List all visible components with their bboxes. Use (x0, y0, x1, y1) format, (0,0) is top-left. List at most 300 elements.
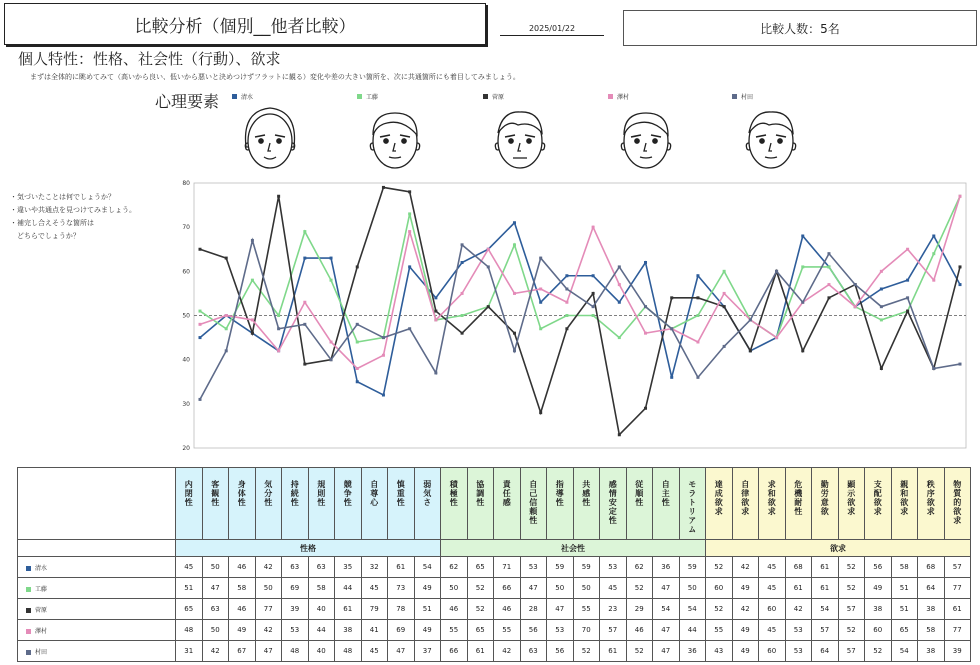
table-cell: 48 (282, 641, 309, 662)
data-point (356, 380, 359, 383)
y-tick-label: 30 (182, 400, 190, 408)
table-cell: 35 (335, 557, 362, 578)
table-cell: 47 (202, 578, 229, 599)
table-cell: 60 (759, 641, 786, 662)
column-header-label: 競争性 (343, 480, 353, 507)
avatar-face-icon (488, 103, 552, 175)
table-cell: 50 (679, 578, 706, 599)
data-point (644, 332, 647, 335)
table-cell: 65 (176, 599, 203, 620)
data-point (644, 261, 647, 264)
data-point (592, 226, 595, 229)
legend-item (357, 92, 378, 101)
row-name: 工藤 (35, 585, 48, 593)
column-header-label: 求和欲求 (767, 480, 777, 516)
table-cell: 61 (388, 557, 415, 578)
data-point (277, 314, 280, 317)
column-header-label: 慎重性 (396, 480, 406, 507)
y-tick-label: 20 (182, 445, 190, 450)
table-cell: 61 (812, 557, 839, 578)
data-point (827, 296, 830, 299)
prompt-list (10, 192, 136, 244)
column-header-label: 規則性 (316, 480, 326, 507)
column-header (812, 468, 839, 540)
column-header-label: 積極性 (449, 480, 459, 507)
table-cell: 57 (600, 620, 627, 641)
table-cell: 61 (335, 599, 362, 620)
data-point (592, 274, 595, 277)
table-cell: 61 (467, 641, 494, 662)
data-point (565, 327, 568, 330)
data-point (618, 336, 621, 339)
row-label (18, 620, 176, 641)
table-cell: 57 (812, 620, 839, 641)
data-point (461, 292, 464, 295)
data-point (199, 248, 202, 251)
header-blank (18, 468, 176, 540)
table-cell: 55 (573, 599, 600, 620)
table-cell: 38 (335, 620, 362, 641)
data-point (723, 345, 726, 348)
data-point (539, 301, 542, 304)
column-header (388, 468, 415, 540)
table-cell: 52 (838, 557, 865, 578)
table-cell: 52 (626, 578, 653, 599)
data-point (539, 288, 542, 291)
data-point (696, 314, 699, 317)
avatar-face-icon (739, 103, 803, 175)
data-point (827, 283, 830, 286)
table-cell: 42 (255, 620, 282, 641)
table-cell: 50 (441, 578, 468, 599)
data-point (487, 305, 490, 308)
table-cell: 59 (573, 557, 600, 578)
table-cell: 45 (759, 578, 786, 599)
table-cell: 46 (494, 599, 521, 620)
column-header (706, 468, 733, 540)
data-point (932, 279, 935, 282)
table-cell: 68 (785, 557, 812, 578)
data-point (696, 341, 699, 344)
column-header-label: 協調性 (475, 480, 485, 507)
row-name: 澤村 (35, 627, 48, 635)
table-cell: 49 (229, 620, 256, 641)
data-point (513, 243, 516, 246)
data-point (382, 354, 385, 357)
column-header (176, 468, 203, 540)
row-label (18, 599, 176, 620)
data-point (382, 394, 385, 397)
y-tick-label: 40 (182, 356, 190, 364)
y-tick-label: 50 (182, 312, 190, 320)
legend-item (608, 92, 629, 101)
column-header (547, 468, 574, 540)
data-point (513, 221, 516, 224)
table-cell: 50 (255, 578, 282, 599)
data-point (513, 332, 516, 335)
column-header (361, 468, 388, 540)
table-cell: 45 (361, 578, 388, 599)
table-cell: 61 (600, 641, 627, 662)
table-cell: 65 (891, 620, 918, 641)
data-point (434, 296, 437, 299)
data-point (434, 318, 437, 321)
y-tick-label: 80 (182, 180, 190, 187)
table-cell: 52 (626, 641, 653, 662)
table-cell: 39 (944, 641, 971, 662)
column-header (891, 468, 918, 540)
data-point (330, 279, 333, 282)
data-point (906, 279, 909, 282)
table-cell: 51 (891, 599, 918, 620)
data-point (959, 265, 962, 268)
data-point (723, 305, 726, 308)
table-cell: 45 (759, 620, 786, 641)
data-point (801, 235, 804, 238)
table-cell: 23 (600, 599, 627, 620)
data-point (565, 301, 568, 304)
data-point (592, 314, 595, 317)
row-name: 村田 (35, 648, 48, 656)
table-cell: 60 (759, 599, 786, 620)
table-cell: 64 (918, 578, 945, 599)
section-title: 心理要素 (155, 92, 220, 111)
table-cell: 63 (282, 557, 309, 578)
table-cell: 58 (229, 578, 256, 599)
data-point (199, 310, 202, 313)
data-point (277, 195, 280, 198)
data-point (225, 314, 228, 317)
table-cell: 52 (865, 641, 892, 662)
row-swatch (26, 650, 31, 655)
column-header (626, 468, 653, 540)
table-cell: 49 (732, 620, 759, 641)
column-header-label: 危機耐性 (793, 480, 803, 516)
table-cell: 52 (706, 557, 733, 578)
data-point (382, 186, 385, 189)
data-point (618, 301, 621, 304)
data-point (959, 195, 962, 198)
data-point (434, 310, 437, 313)
data-point (461, 332, 464, 335)
data-point (801, 349, 804, 352)
group-label-sociality: 社会性 (441, 540, 706, 557)
data-point (854, 305, 857, 308)
score-table (17, 467, 971, 662)
data-point (303, 301, 306, 304)
data-point (539, 327, 542, 330)
row-swatch (26, 629, 31, 634)
legend-swatch (608, 94, 613, 99)
data-point (880, 305, 883, 308)
table-cell: 68 (918, 557, 945, 578)
data-point (906, 310, 909, 313)
table-cell: 47 (388, 641, 415, 662)
table-cell: 53 (785, 620, 812, 641)
table-cell: 42 (255, 557, 282, 578)
data-point (618, 433, 621, 436)
table-cell: 54 (653, 599, 680, 620)
column-header (229, 468, 256, 540)
data-point (408, 212, 411, 215)
data-point (801, 301, 804, 304)
column-header (679, 468, 706, 540)
table-cell: 47 (547, 599, 574, 620)
table-cell: 45 (759, 557, 786, 578)
table-cell: 49 (732, 578, 759, 599)
table-cell: 55 (441, 620, 468, 641)
y-tick-label: 60 (182, 268, 190, 276)
instruction-note: まずは全体的に眺めてみて（高いから良い、低いから悪いと決めつけずフラットに観る）変化や差の大きい箇所を、次に共通箇所にも着目してみましょう。 (30, 73, 520, 81)
line-chart (180, 178, 970, 450)
table-row (18, 557, 971, 578)
table-cell: 46 (626, 620, 653, 641)
table-cell: 38 (918, 641, 945, 662)
table-cell: 42 (732, 557, 759, 578)
legend-swatch (232, 94, 237, 99)
data-point (906, 248, 909, 251)
data-point (696, 274, 699, 277)
table-cell: 47 (653, 578, 680, 599)
table-cell: 46 (229, 557, 256, 578)
table-cell: 44 (679, 620, 706, 641)
prompt-item: ・違いや共通点を見つけてみましょう。 (10, 206, 136, 214)
table-cell: 42 (494, 641, 521, 662)
data-point (251, 239, 254, 242)
table-cell: 56 (520, 620, 547, 641)
group-label-desire: 欲求 (706, 540, 971, 557)
group-label-personality: 性格 (176, 540, 441, 557)
data-point (330, 358, 333, 361)
data-point (539, 257, 542, 260)
column-header (918, 468, 945, 540)
data-point (565, 274, 568, 277)
table-cell: 67 (229, 641, 256, 662)
data-point (565, 314, 568, 317)
data-point (199, 323, 202, 326)
data-point (880, 318, 883, 321)
data-point (670, 296, 673, 299)
table-cell: 49 (414, 578, 441, 599)
table-row (18, 620, 971, 641)
table-cell: 66 (494, 578, 521, 599)
table-cell: 45 (176, 557, 203, 578)
column-header-label: 自律欲求 (740, 480, 750, 516)
data-point (827, 252, 830, 255)
table-cell: 52 (838, 578, 865, 599)
table-cell: 54 (679, 599, 706, 620)
table-cell: 77 (255, 599, 282, 620)
table-cell: 61 (944, 599, 971, 620)
data-point (330, 341, 333, 344)
comparison-count: 比較人数：5名 (623, 10, 977, 46)
data-point (382, 336, 385, 339)
table-cell: 56 (547, 641, 574, 662)
page-title: 比較分析（個別__他者比較） (4, 3, 486, 45)
data-point (356, 367, 359, 370)
data-point (644, 407, 647, 410)
column-header-label: モラトリアム (687, 480, 697, 534)
data-point (303, 363, 306, 366)
table-cell: 63 (520, 641, 547, 662)
data-point (225, 327, 228, 330)
table-cell: 63 (308, 557, 335, 578)
legend-swatch (357, 94, 362, 99)
data-point (801, 265, 804, 268)
data-point (880, 288, 883, 291)
table-cell: 50 (573, 578, 600, 599)
column-header-label: 勤労意欲 (820, 480, 830, 516)
data-point (592, 305, 595, 308)
avatar-face-icon (614, 103, 678, 175)
table-cell: 54 (891, 641, 918, 662)
table-cell: 53 (282, 620, 309, 641)
data-point (959, 283, 962, 286)
data-point (749, 318, 752, 321)
table-cell: 69 (388, 620, 415, 641)
table-cell: 54 (812, 599, 839, 620)
column-header (494, 468, 521, 540)
table-cell: 31 (176, 641, 203, 662)
row-label (18, 557, 176, 578)
column-header (653, 468, 680, 540)
table-cell: 55 (494, 620, 521, 641)
table-cell: 46 (441, 599, 468, 620)
column-header-label: 身体性 (237, 480, 247, 507)
data-point (303, 257, 306, 260)
legend-swatch (483, 94, 488, 99)
table-cell: 53 (600, 557, 627, 578)
table-cell: 50 (202, 557, 229, 578)
table-cell: 56 (865, 557, 892, 578)
data-point (749, 349, 752, 352)
data-point (487, 265, 490, 268)
data-point (592, 292, 595, 295)
table-cell: 49 (865, 578, 892, 599)
table-cell: 40 (308, 641, 335, 662)
data-point (303, 230, 306, 233)
column-header (520, 468, 547, 540)
data-point (408, 327, 411, 330)
column-header-label: 客観性 (210, 480, 220, 507)
column-header-label: 従順性 (634, 480, 644, 507)
data-point (880, 367, 883, 370)
column-header-label: 顕示欲求 (846, 480, 856, 516)
table-cell: 59 (547, 557, 574, 578)
table-cell: 65 (467, 557, 494, 578)
table-cell: 52 (573, 641, 600, 662)
table-cell: 44 (308, 620, 335, 641)
column-header (308, 468, 335, 540)
table-cell: 47 (653, 620, 680, 641)
table-cell: 77 (944, 578, 971, 599)
table-cell: 37 (414, 641, 441, 662)
table-row (18, 599, 971, 620)
data-point (199, 398, 202, 401)
table-cell: 55 (706, 620, 733, 641)
data-point (513, 349, 516, 352)
data-point (251, 279, 254, 282)
table-cell: 53 (785, 641, 812, 662)
table-cell: 52 (838, 620, 865, 641)
column-header (785, 468, 812, 540)
column-header (600, 468, 627, 540)
data-point (356, 341, 359, 344)
row-name: 清水 (35, 564, 48, 572)
column-header (414, 468, 441, 540)
data-point (461, 314, 464, 317)
data-point (723, 270, 726, 273)
legend-item (232, 92, 253, 101)
table-cell: 49 (732, 641, 759, 662)
data-point (513, 292, 516, 295)
data-point (199, 336, 202, 339)
table-cell: 36 (653, 557, 680, 578)
column-header-label: 支配欲求 (873, 480, 883, 516)
data-point (618, 283, 621, 286)
avatar-face-icon (238, 103, 302, 175)
table-cell: 42 (202, 641, 229, 662)
prompt-item: どちらでしょうか？ (10, 232, 80, 240)
table-row (18, 578, 971, 599)
data-point (565, 288, 568, 291)
table-cell: 57 (944, 557, 971, 578)
table-cell: 50 (202, 620, 229, 641)
group-blank (18, 540, 176, 557)
table-cell: 79 (361, 599, 388, 620)
table-cell: 58 (918, 620, 945, 641)
table-cell: 50 (547, 578, 574, 599)
data-point (932, 367, 935, 370)
table-cell: 73 (388, 578, 415, 599)
legend-label: 菅原 (492, 94, 505, 101)
table-cell: 45 (600, 578, 627, 599)
column-header (335, 468, 362, 540)
legend-swatch (732, 94, 737, 99)
column-header (573, 468, 600, 540)
table-cell: 42 (732, 599, 759, 620)
column-header-label: 内閉性 (184, 480, 194, 507)
table-cell: 70 (573, 620, 600, 641)
data-point (356, 323, 359, 326)
data-point (461, 243, 464, 246)
subtitle: 個人特性：性格、社会性（行動）、欲求 (18, 50, 281, 68)
table-cell: 42 (785, 599, 812, 620)
table-cell: 59 (679, 557, 706, 578)
legend-item (483, 92, 504, 101)
column-header-label: 気分性 (263, 480, 273, 507)
legend-label: 村田 (741, 94, 754, 101)
data-point (696, 376, 699, 379)
table-cell: 61 (812, 578, 839, 599)
column-header (467, 468, 494, 540)
column-header (202, 468, 229, 540)
data-point (723, 292, 726, 295)
table-cell: 78 (388, 599, 415, 620)
column-header-label: 責任感 (502, 480, 512, 507)
table-cell: 52 (467, 599, 494, 620)
table-cell: 60 (706, 578, 733, 599)
column-header-label: 自主性 (661, 480, 671, 507)
table-cell: 54 (414, 557, 441, 578)
row-label (18, 578, 176, 599)
data-point (408, 230, 411, 233)
table-cell: 57 (838, 641, 865, 662)
y-tick-label: 70 (182, 224, 190, 232)
table-cell: 51 (414, 599, 441, 620)
data-point (696, 296, 699, 299)
table-cell: 61 (785, 578, 812, 599)
